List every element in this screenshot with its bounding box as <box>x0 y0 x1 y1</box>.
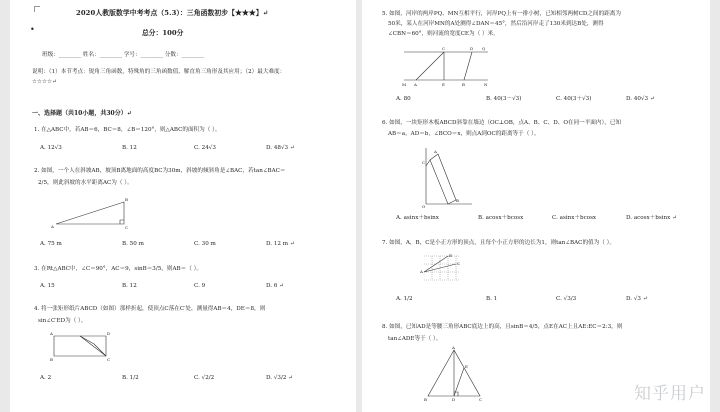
isosceles-triangle-diagram <box>424 346 484 402</box>
right-angle-mark <box>120 220 124 224</box>
q7-option-c: C. √3/3 <box>556 296 577 302</box>
question-6-line-1: 6. 如图，一块矩形木板ABCD斜靠在墙边（OC⊥OB，点A、B、C、D、O在同一平面内），已知 <box>382 120 622 126</box>
label-c: C <box>457 261 461 266</box>
label-a: A <box>414 82 417 87</box>
q1-option-c: C. 24√3 <box>194 145 216 151</box>
board-abcd <box>430 154 456 204</box>
label-a: A <box>452 345 455 350</box>
label-e: E <box>442 82 445 87</box>
label-c: C <box>125 225 129 230</box>
q6-option-a: A. asinx＋bsinx <box>396 215 439 221</box>
note-line-2: ☆☆☆☆↵ <box>32 79 57 85</box>
q5-option-b: B. 40(3－√3) <box>486 96 522 102</box>
label-b: B <box>462 82 465 87</box>
q5-option-a: A. 80 <box>396 96 411 102</box>
label-d: D <box>107 331 111 336</box>
rectangle-abcd <box>54 336 106 356</box>
label-b: B <box>50 357 53 362</box>
question-5-line-2: 50米，某人在河岸MN的A处测得∠DAN＝45°，然后沿河岸走了130米到达B处，测得 <box>388 21 604 27</box>
label-d: D <box>470 46 474 51</box>
label-b: B <box>125 197 128 202</box>
folded-rectangle-diagram <box>50 332 120 362</box>
label-m: M <box>402 82 407 87</box>
board-contact <box>426 160 430 166</box>
note-line-1: 说明：（1）本节考点：锐角三角函数，特殊角的三角函数值，解直角三角形及其应用；（2）最大难度： <box>32 69 286 75</box>
q2-option-d: D. 12 m ↵ <box>266 241 295 247</box>
grid-diagram <box>420 254 468 284</box>
q1-option-b: B. 12 <box>122 145 137 151</box>
question-7: 7. 如图，A，B，C是小正方形的顶点，且每个小正方形的边长为1，则tan∠BAC的值为（ ）。 <box>382 240 615 246</box>
question-6-line-2: AB＝a，AD＝b，∠BCO＝x，则点A到OC的距离等于（ ）。 <box>388 131 540 137</box>
q4-option-c: C. √2/2 <box>194 375 215 381</box>
q2-option-c: C. 30 m <box>194 241 216 247</box>
right-document-page <box>362 0 710 412</box>
page-title: 2020人教版数学中考考点（5.3）：三角函数初步【★★★】↵ <box>76 9 269 17</box>
q7-option-a: A. 1/2 <box>396 296 413 302</box>
label-c: C <box>479 397 483 402</box>
q6-option-c: C. asinx＋bcosx <box>552 215 597 221</box>
q1-option-d: D. 48√3 ↵ <box>266 145 295 151</box>
question-8-line-2: tan∠ADE等于（ ）。 <box>388 336 442 342</box>
q1-option-a: A. 12√3 <box>40 145 62 151</box>
label-e: E <box>465 364 468 369</box>
info-line: 班级：________ 姓名：________ 学号：________ 分数：________ <box>42 52 204 58</box>
label-a: A <box>50 331 53 336</box>
label-a: A <box>420 269 423 274</box>
sight-line-a <box>416 52 444 80</box>
q7-option-d: D. √3 ↵ <box>626 296 648 302</box>
label-n: N <box>484 82 488 87</box>
total-score: 总分：100分 <box>142 29 184 37</box>
q3-option-b: B. 12 <box>122 283 137 289</box>
label-q: Q <box>482 46 486 51</box>
slope-diagram <box>50 196 140 232</box>
wall-board-diagram <box>422 146 478 208</box>
q3-option-c: C. 9 <box>194 283 206 289</box>
label-a: A <box>51 224 54 229</box>
question-2-line-1: 2. 如图，一个人在斜坡AB，坡顶B离地面的高度BC为30m，斜坡的倾斜角是∠BAC，若tan∠BAC＝ <box>34 168 286 174</box>
question-1: 1. 在△ABC中，若AB＝6，BC＝8，∠B＝120°，则△ABC的面积为（ ）。 <box>34 127 221 133</box>
q2-option-a: A. 75 m <box>40 241 62 247</box>
label-d: D <box>452 397 456 402</box>
question-5-line-1: 5. 如图，河岸的两岸PQ、MN互相平行，河岸PQ上有一排小树，已知相邻两树CD之间的距离为 <box>382 11 621 17</box>
corner-mark <box>34 6 40 12</box>
label-a: A <box>434 149 437 154</box>
q3-option-d: D. 6 ↵ <box>266 283 284 289</box>
q4-option-d: D. √3/2 ↵ <box>266 375 293 381</box>
watermark: 知乎用户 <box>634 384 706 404</box>
sight-line-b <box>464 52 472 80</box>
q6-option-b: B. acosx＋bcosx <box>478 215 524 221</box>
q6-option-d: D. acosx＋bsinx ↵ <box>626 215 677 221</box>
label-b: B <box>424 397 427 402</box>
label-c: C <box>107 357 111 362</box>
fold-line <box>80 336 106 356</box>
label-b: B <box>449 253 452 258</box>
label-c: C <box>422 160 426 165</box>
label-c: C <box>442 46 446 51</box>
left-document-page <box>10 0 356 412</box>
question-3: 3. 在Rt△ABC中，∠C＝90°，AC＝9，sinB＝3/5，则AB＝（ ）。 <box>34 266 202 272</box>
question-5-line-3: ∠CBN＝60°，则河流的宽度CE为（ ）米。 <box>388 31 499 37</box>
river-diagram <box>402 46 492 88</box>
q7-option-b: B. 1 <box>486 296 498 302</box>
question-4-line-1: 4. 将一张矩形纸片ABCD（如图）那样折起，使顶点C落在C′处，测量得AB＝4，DE＝8，则 <box>34 306 266 312</box>
q3-option-a: A. 15 <box>40 283 55 289</box>
section-heading: 一、选择题（共10小题，共30分）↵ <box>32 110 132 117</box>
question-2-line-2: 2/5，则此斜坡的水平距离AC为（ ）。 <box>38 180 133 186</box>
q4-option-a: A. 2 <box>40 375 52 381</box>
label-b: B <box>456 198 459 203</box>
q5-option-d: D. 40√3 ↵ <box>626 96 655 102</box>
q2-option-b: B. 50 m <box>122 241 144 247</box>
label-o: O <box>422 204 426 209</box>
question-4-line-2: sin∠C′ED为（ ）。 <box>38 318 87 324</box>
slope-triangle <box>56 202 124 224</box>
question-8-line-1: 8. 如图，已知AD是等腰三角形ABC底边上的高，且sinB＝4/5，点E在AC上且AE:EC＝2:3，则 <box>382 324 623 330</box>
fold-edge-2 <box>94 344 106 356</box>
fold-edge <box>80 336 94 344</box>
q5-option-c: C. 40(3＋√3) <box>556 96 592 102</box>
q4-option-b: B. 1/2 <box>122 375 139 381</box>
bullet-icon: • <box>30 25 35 34</box>
